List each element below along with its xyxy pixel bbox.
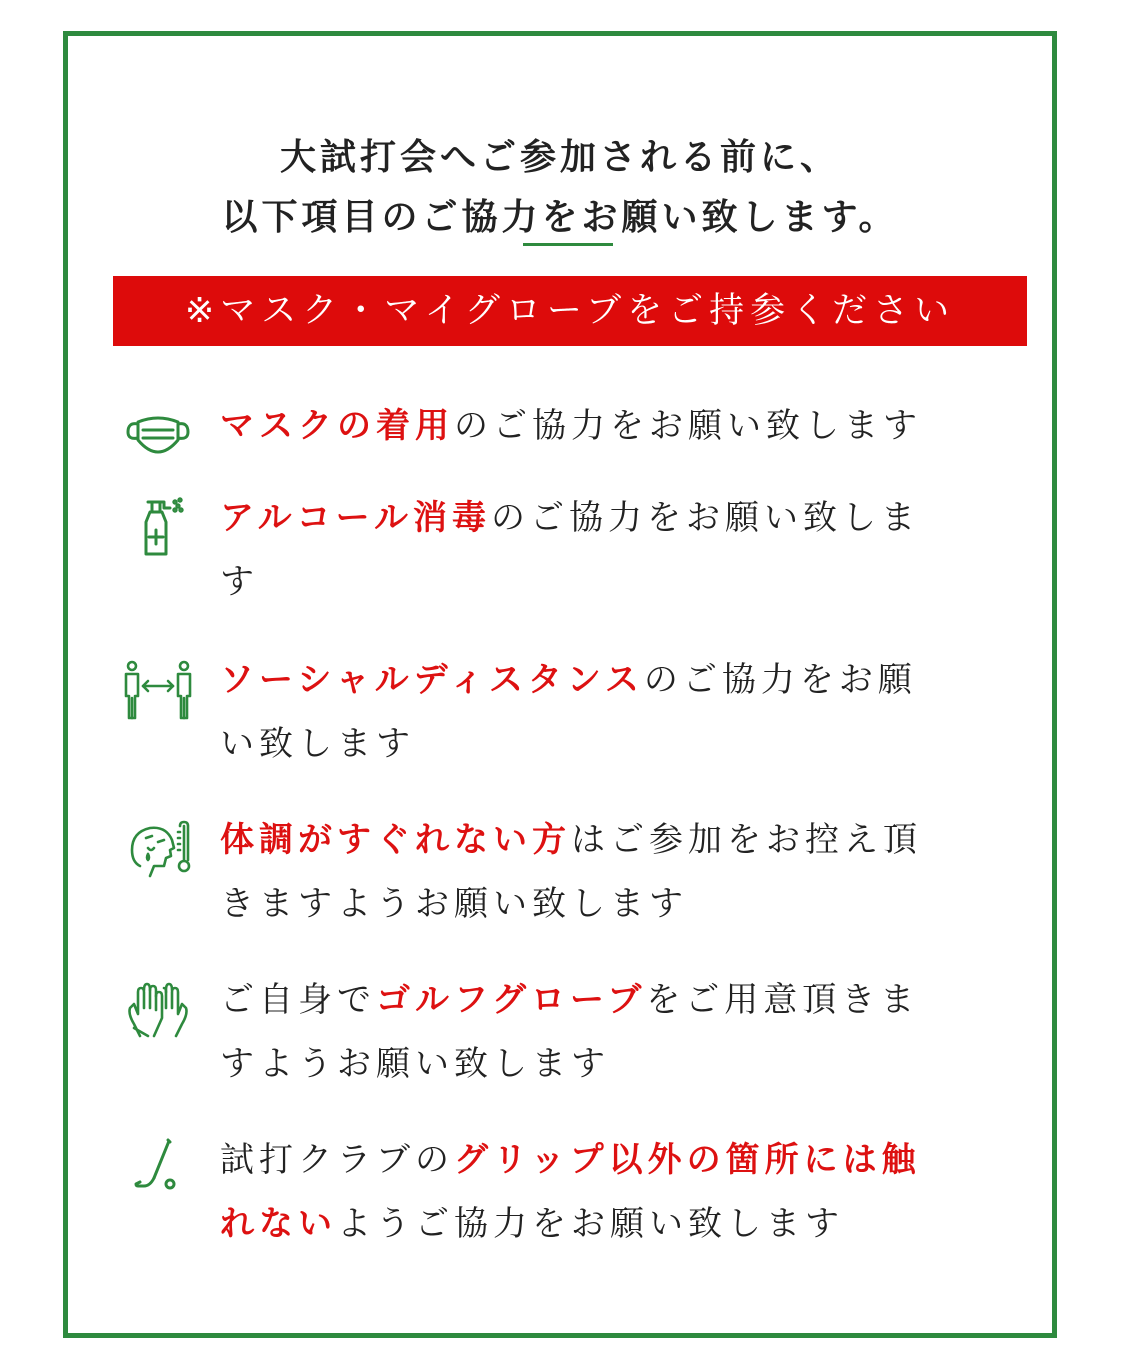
body-text: い致します (220, 724, 415, 764)
body-text: ご自身で (220, 980, 376, 1020)
highlight-text: ゴルフグローブ (376, 980, 647, 1020)
item-line-1 (220, 968, 1000, 1032)
gloves-icon (118, 968, 198, 1048)
body-text: はご参加をお控え頂 (571, 820, 922, 860)
body-text: のご協力をお願い致しま (490, 498, 920, 538)
highlight-text: アルコール消毒 (220, 498, 491, 538)
item-text (220, 1128, 1000, 1256)
item-line-2 (220, 1192, 1000, 1256)
item-line-1 (220, 1128, 1000, 1192)
item-line-1 (220, 394, 1000, 458)
body-text: をご用意頂きま (646, 980, 920, 1020)
sick-person-thermometer-icon (118, 808, 198, 888)
title-line-1: 大試打会へご参加される前に、 (279, 137, 840, 178)
social-distance-icon (118, 648, 198, 728)
item-line-2 (220, 712, 1000, 776)
item-line-2 (220, 872, 1000, 936)
item-text (220, 648, 1000, 776)
highlight-text: 体調がすぐれない方 (220, 820, 571, 860)
golf-club-icon (118, 1128, 198, 1208)
title-divider (523, 243, 613, 246)
item-text (220, 394, 1000, 458)
body-text: す (220, 562, 259, 602)
item-line-1 (220, 808, 1000, 872)
highlight-text: グリップ以外の箇所には触 (454, 1140, 921, 1180)
mask-icon (118, 394, 198, 474)
highlight-text: ソーシャルディスタンス (220, 660, 644, 700)
item-text (220, 486, 1000, 614)
sanitizer-spray-icon (118, 486, 198, 566)
item-text (220, 808, 1000, 936)
highlight-text: れない (220, 1204, 337, 1244)
item-line-2 (220, 1032, 1000, 1096)
item-line-2 (220, 550, 1000, 614)
item-line-1 (220, 648, 1000, 712)
body-text: すようお願い致します (220, 1044, 610, 1084)
body-text: のご協力をお願い致します (454, 406, 922, 446)
body-text: 試打クラブの (220, 1140, 454, 1180)
bring-mask-glove-banner: ※マスク・マイグローブをご持参ください (113, 276, 1027, 346)
body-text: ようご協力をお願い致します (337, 1204, 844, 1244)
page-title (68, 128, 1052, 248)
title-line-2: 以下項目のご協力をお願い致します。 (221, 197, 899, 238)
notice-frame (63, 31, 1057, 1338)
highlight-text: マスクの着用 (220, 406, 454, 446)
body-text: きますようお願い致します (220, 884, 688, 924)
item-text (220, 968, 1000, 1096)
body-text: のご協力をお願 (643, 660, 917, 700)
item-line-1 (220, 486, 1000, 550)
